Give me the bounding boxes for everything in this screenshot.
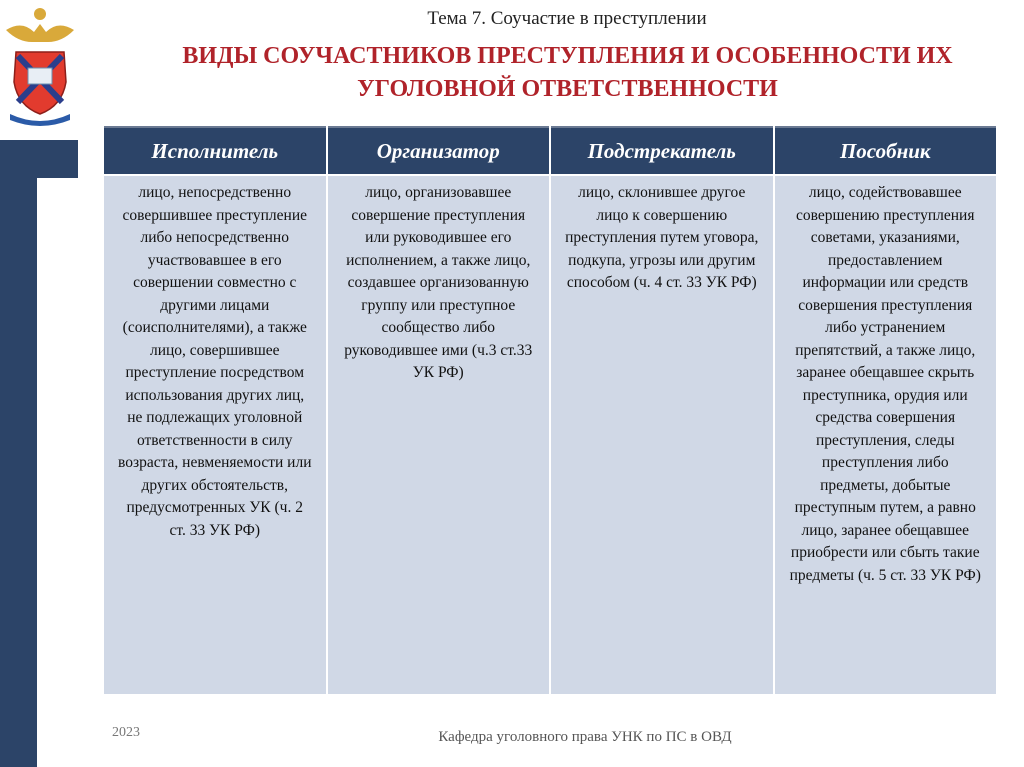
emblem-logo xyxy=(4,2,76,130)
column-header-organizer: Организатор xyxy=(328,126,550,174)
table-header-row xyxy=(104,126,996,174)
side-decor-bar-top xyxy=(0,140,78,178)
table-row xyxy=(104,176,996,694)
column-header-perpetrator: Исполнитель xyxy=(104,126,326,174)
topic-subtitle: Тема 7. Соучастие в преступлении xyxy=(427,8,707,29)
column-header-instigator: Подстрекатель xyxy=(551,126,773,174)
column-header-accessory: Пособник xyxy=(775,126,997,174)
cell-accessory-definition: лицо, содействовавшее совершению преступления советами, указаниями, предоставлением информации или средств совершения преступления либо устранением препятствий, а также лицо, заранее обещавшее скрыть преступника, орудия или средства совершения преступления, следы преступления либо предметы, добытые преступным путем, а равно лицо, заранее обещавшее приобрести или сбыть такие предметы (ч. 5 ст. 33 УК РФ) xyxy=(775,176,997,694)
cell-perpetrator-definition: лицо, непосредственно совершившее преступление либо непосредственно участвовавшее в его совершении совместно с другими лицами (соисполнителями), а также лицо, совершившее преступление посредством использования других лиц, не подлежащих уголовной ответственности в силу возраста, невменяемости или других обстоятельств, предусмотренных УК (ч. 2 ст. 33 УК РФ) xyxy=(104,176,326,694)
cell-organizer-definition: лицо, организовавшее совершение преступления или руководившее его исполнением, а также лицо, создавшее организованную группу или преступное сообщество либо руководившее ими (ч.3 ст.33 УК РФ) xyxy=(328,176,550,694)
footer-department: Кафедра уголовного права УНК по ПС в ОВД xyxy=(438,729,732,745)
footer-year: 2023 xyxy=(112,725,140,740)
cell-instigator-definition: лицо, склонившее другое лицо к совершению преступления путем уговора, подкупа, угрозы или другим способом (ч. 4 ст. 33 УК РФ) xyxy=(551,176,773,694)
side-decor-bar xyxy=(0,140,37,767)
accomplices-table xyxy=(102,124,998,696)
slide-title-line2: УГОЛОВНОЙ ОТВЕТСТВЕННОСТИ xyxy=(357,76,778,102)
slide-title xyxy=(105,40,1024,106)
slide-title-line1: ВИДЫ СОУЧАСТНИКОВ ПРЕСТУПЛЕНИЯ И ОСОБЕННОСТИ ИХ xyxy=(182,43,953,69)
